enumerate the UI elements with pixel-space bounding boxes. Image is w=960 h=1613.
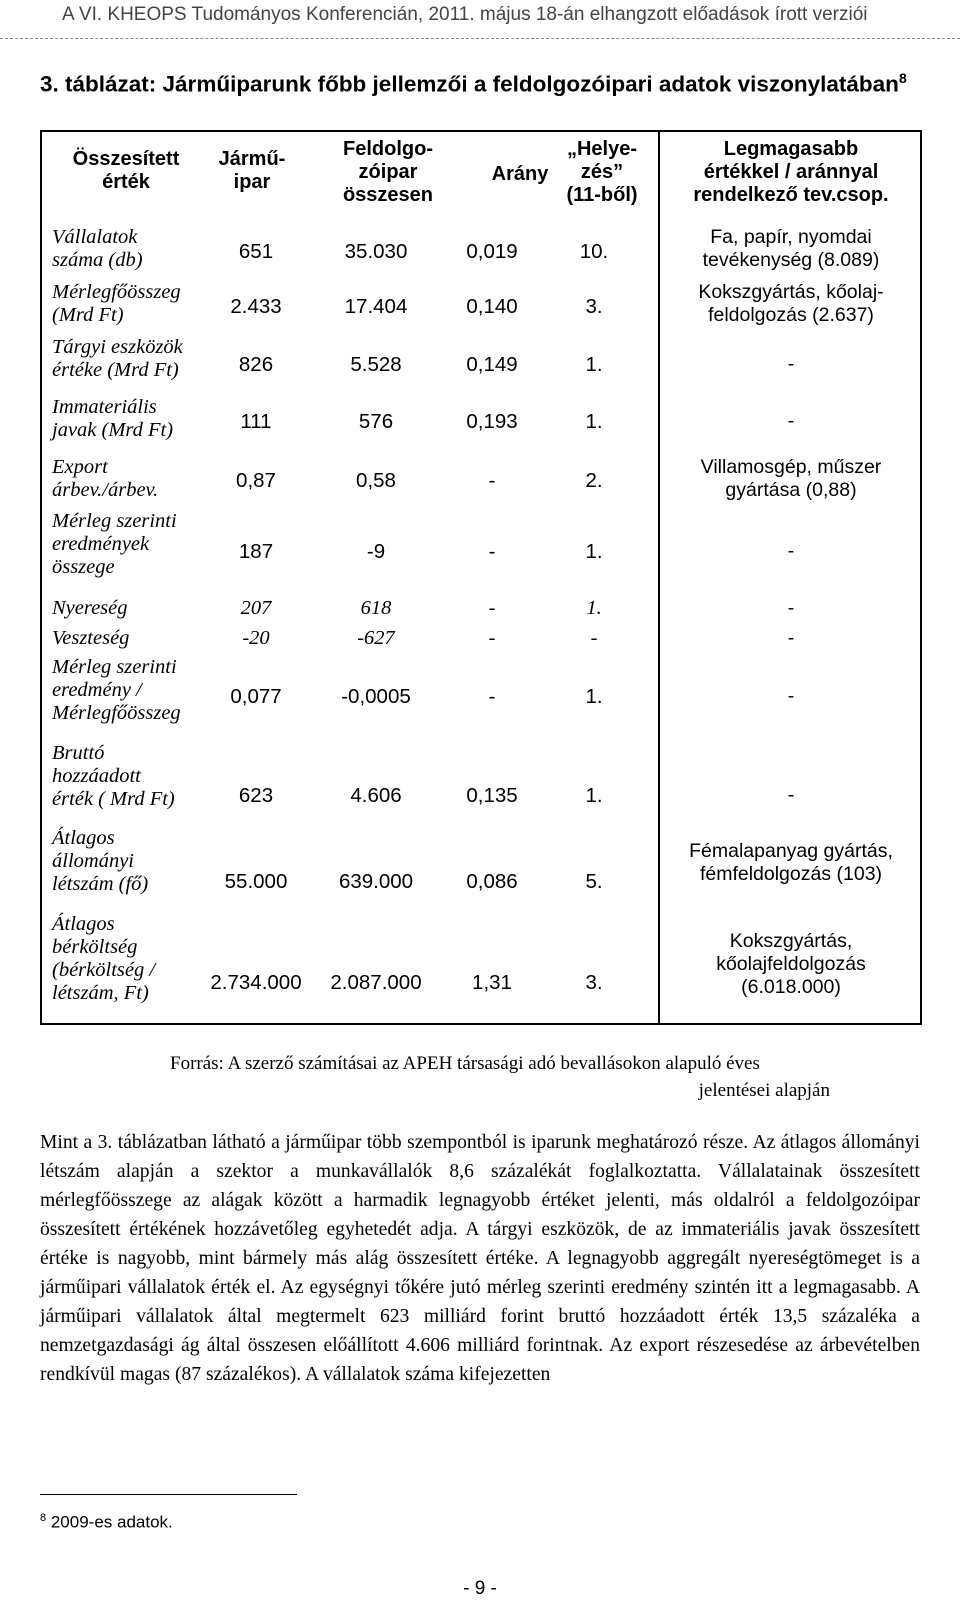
row-label: [52, 396, 173, 442]
row-label-line: Mérlegfőösszeg: [52, 702, 181, 724]
table-border-left: [40, 130, 42, 1025]
row-label: [52, 510, 177, 579]
header-manufacturing-line: összesen: [342, 184, 434, 206]
cell-highest: [664, 456, 918, 502]
header-aggregate-line: Összesített: [72, 148, 180, 170]
cell-highest-line: tevékenység (8.089): [702, 249, 880, 271]
cell-auto: -20: [242, 627, 270, 649]
cell-highest-line: gyártása (0,88): [725, 479, 857, 501]
table-border-top: [40, 130, 922, 132]
footnote-mark: 8: [40, 1512, 47, 1524]
footnote-reference: 8: [898, 70, 907, 86]
cell-rank: 1.: [585, 410, 603, 433]
table-source-note: [170, 1050, 830, 1104]
cell-ratio: 0,135: [466, 784, 518, 807]
row-label-line: összege: [52, 556, 115, 578]
body-paragraph: Mint a 3. táblázatban látható a járműipar több szempontból is iparunk meghatározó része. Az átlagos állományi létszám alapján a szektor a munkavállalók 8,6 százalékát foglalkoztatta. Vállalatainak összesített mérlegfőösszege az alágak között a harmadik legnagyobb értéket jelenti, más oldalról a feldolgozóipar összesített értékének hozzávetőleg egyhetedét adja. A tárgyi eszközök, de az immateriális javak összesített értéke is nagyobb, mint bármely más alág összesített értéke. A legnagyobb aggregált nyereségtömeget is a járműipari vállalatok érték el. Az egységnyi tőkére jutó mérleg szerinti eredmény szintén itt a legmagasabb. A járműipari vállalatok által megtermelt 623 milliárd forint bruttó hozzáadott érték 13,5 százaléka a nemzetgazdasági ág által összesen előállított 4.606 milliárd forintnak. Az export részesedése az árbevételben rendkívül magas (87 százalékos). A vállalatok száma kifejezetten: [40, 1132, 920, 1385]
header-auto-line: ipar: [233, 171, 271, 193]
row-label: [52, 913, 155, 1005]
cell-highest-line: Kokszgyártás, kőolaj-: [698, 281, 884, 303]
data-table: [40, 130, 922, 1025]
cell-rank: 10.: [579, 240, 609, 263]
cell-rank: 3.: [585, 295, 603, 318]
row-label-line: javak (Mrd Ft): [52, 419, 174, 441]
header-rank-line: (11-ből): [566, 184, 638, 206]
cell-ratio: -: [488, 627, 496, 649]
row-label-line: Átlagos: [52, 913, 115, 935]
cell-auto: 826: [238, 353, 274, 376]
cell-manufacturing: -9: [366, 540, 386, 563]
cell-highest: [664, 597, 918, 620]
cell-ratio: -: [488, 597, 496, 619]
cell-auto: 651: [238, 240, 274, 263]
cell-ratio: -: [488, 540, 496, 563]
row-label: [52, 226, 143, 272]
header-rank: [540, 138, 664, 207]
cell-rank: 1.: [585, 685, 603, 708]
cell-highest-line: -: [787, 410, 795, 432]
row-label-line: Export: [52, 456, 108, 478]
row-label-line: értéke (Mrd Ft): [52, 359, 179, 381]
source-line: jelentései alapján: [698, 1080, 830, 1101]
cell-manufacturing: 17.404: [344, 295, 408, 318]
cell-manufacturing: -627: [357, 627, 395, 649]
cell-ratio: 0,086: [466, 870, 518, 893]
cell-highest-line: (6.018.000): [741, 976, 841, 998]
header-highest-line: rendelkező tev.csop.: [693, 184, 889, 206]
row-label-line: száma (db): [52, 249, 143, 271]
row-label-line: Tárgyi eszközök: [52, 336, 183, 358]
cell-ratio: -: [488, 685, 496, 708]
cell-highest: [664, 540, 918, 563]
cell-manufacturing: 4.606: [350, 784, 402, 807]
page-number: - 9 -: [463, 1578, 497, 1599]
row-label: [52, 827, 148, 896]
cell-highest-line: feldolgozás (2.637): [708, 304, 874, 326]
cell-auto: 55.000: [224, 870, 288, 893]
row-label-line: Mérlegfőösszeg: [52, 281, 181, 303]
cell-manufacturing: 639.000: [338, 870, 414, 893]
cell-auto: 207: [240, 597, 272, 619]
row-label: [52, 656, 181, 725]
cell-highest: [664, 410, 918, 433]
cell-rank: -: [590, 627, 598, 649]
row-label-line: Átlagos: [52, 827, 115, 849]
row-label: [52, 456, 158, 502]
cell-highest-line: Kokszgyártás,: [729, 930, 853, 952]
cell-ratio: 0,149: [466, 353, 518, 376]
header-rank-line: zés”: [580, 161, 624, 183]
cell-highest-line: fémfeldolgozás (103): [699, 863, 883, 885]
table-border-bottom: [40, 1023, 922, 1025]
cell-highest: [664, 784, 918, 807]
cell-ratio: 0,193: [466, 410, 518, 433]
header-aggregate: [40, 148, 212, 194]
header-manufacturing-line: Feldolgo-: [343, 138, 433, 160]
header-rank-line: „Helye-: [566, 138, 638, 160]
footnote-separator: [40, 1494, 297, 1495]
cell-rank: 1.: [585, 784, 603, 807]
row-label-line: létszám, Ft): [52, 982, 149, 1004]
running-header: [0, 0, 960, 44]
row-label-line: bérköltség: [52, 936, 138, 958]
header-aggregate-line: érték: [102, 171, 150, 193]
cell-auto: 2.734.000: [210, 971, 302, 994]
table-title: [40, 70, 907, 98]
row-label-line: árbev./árbev.: [52, 479, 159, 501]
cell-highest-line: Fémalapanyag gyártás,: [689, 840, 893, 862]
cell-manufacturing: 576: [358, 410, 394, 433]
row-label: [52, 627, 129, 650]
header-auto-line: Jármű-: [218, 148, 286, 170]
cell-manufacturing: 0,58: [356, 469, 396, 492]
row-label-line: eredmények: [52, 533, 150, 555]
cell-manufacturing: -0,0005: [341, 685, 411, 708]
cell-manufacturing: 35.030: [344, 240, 408, 263]
header-highest-line: Legmagasabb: [723, 138, 859, 160]
row-label-line: Veszteség: [52, 627, 130, 649]
cell-manufacturing: 5.528: [350, 353, 402, 376]
table-title-text: 3. táblázat: Járműiparunk főbb jellemzői a feldolgozóipari adatok viszonylatában: [40, 71, 899, 97]
running-header-text: A VI. KHEOPS Tudományos Konferencián, 2011. május 18-án elhangzott előadások írott verziói: [62, 4, 868, 25]
row-label-line: eredmény /: [52, 679, 142, 701]
cell-highest: [664, 281, 918, 327]
row-label-line: Nyereség: [52, 597, 128, 619]
cell-highest-line: -: [787, 784, 795, 806]
header-divider: [0, 38, 960, 39]
cell-rank: 1.: [586, 597, 602, 619]
header-auto-industry: [208, 148, 296, 194]
cell-highest-line: kőolajfeldolgozás: [716, 953, 866, 975]
cell-highest-line: -: [787, 353, 795, 375]
table-border-right: [920, 130, 922, 1025]
cell-ratio: 1,31: [472, 971, 512, 994]
row-label-line: Vállalatok: [52, 226, 138, 248]
cell-rank: 1.: [585, 353, 603, 376]
cell-highest-line: -: [787, 597, 795, 619]
header-ratio-line: Arány: [491, 163, 549, 185]
row-label: [52, 597, 128, 620]
row-label-line: hozzáadott: [52, 765, 141, 787]
cell-highest: [664, 685, 918, 708]
row-label-line: létszám (fő): [52, 873, 149, 895]
row-label-line: Immateriális: [52, 396, 157, 418]
cell-rank: 3.: [585, 971, 603, 994]
cell-highest-line: Villamosgép, műszer: [700, 456, 882, 478]
row-label-line: Bruttó: [52, 742, 105, 764]
footnote-text: 2009-es adatok.: [46, 1512, 173, 1532]
row-label-line: (Mrd Ft): [52, 304, 124, 326]
cell-highest: [664, 840, 918, 886]
cell-highest-line: Fa, papír, nyomdai: [710, 226, 872, 248]
row-label: [52, 336, 183, 382]
cell-manufacturing: 618: [360, 597, 392, 619]
row-label-line: Mérleg szerinti: [52, 510, 177, 532]
cell-auto: 0,87: [236, 469, 276, 492]
cell-auto: 2.433: [230, 295, 282, 318]
cell-highest-line: -: [787, 685, 795, 707]
cell-highest: [664, 226, 918, 272]
header-highest-line: értékkel / aránnyal: [703, 161, 879, 183]
cell-rank: 1.: [585, 540, 603, 563]
header-highest: [664, 138, 918, 207]
source-line: Forrás: A szerző számításai az APEH társasági adó bevallásokon alapuló éves: [170, 1053, 760, 1074]
cell-auto: 623: [238, 784, 274, 807]
row-label-line: Mérleg szerinti: [52, 656, 177, 678]
cell-ratio: 0,140: [466, 295, 518, 318]
row-label: [52, 742, 175, 811]
row-label: [52, 281, 181, 327]
cell-highest: [664, 930, 918, 999]
cell-highest: [664, 627, 918, 650]
cell-ratio: -: [488, 469, 496, 492]
cell-highest-line: -: [787, 627, 795, 649]
cell-rank: 2.: [585, 469, 603, 492]
row-label-line: (bérköltség /: [52, 959, 156, 981]
cell-rank: 5.: [585, 870, 603, 893]
cell-manufacturing: 2.087.000: [330, 971, 422, 994]
cell-highest: [664, 353, 918, 376]
cell-auto: 0,077: [230, 685, 282, 708]
row-label-line: állományi: [52, 850, 134, 872]
header-manufacturing-line: zóipar: [358, 161, 418, 183]
cell-highest-line: -: [787, 540, 795, 562]
row-label-line: érték ( Mrd Ft): [52, 788, 175, 810]
cell-auto: 187: [238, 540, 274, 563]
cell-ratio: 0,019: [466, 240, 518, 263]
footnote: [40, 1512, 173, 1533]
cell-auto: 111: [240, 410, 272, 433]
header-manufacturing-total: [326, 138, 450, 207]
